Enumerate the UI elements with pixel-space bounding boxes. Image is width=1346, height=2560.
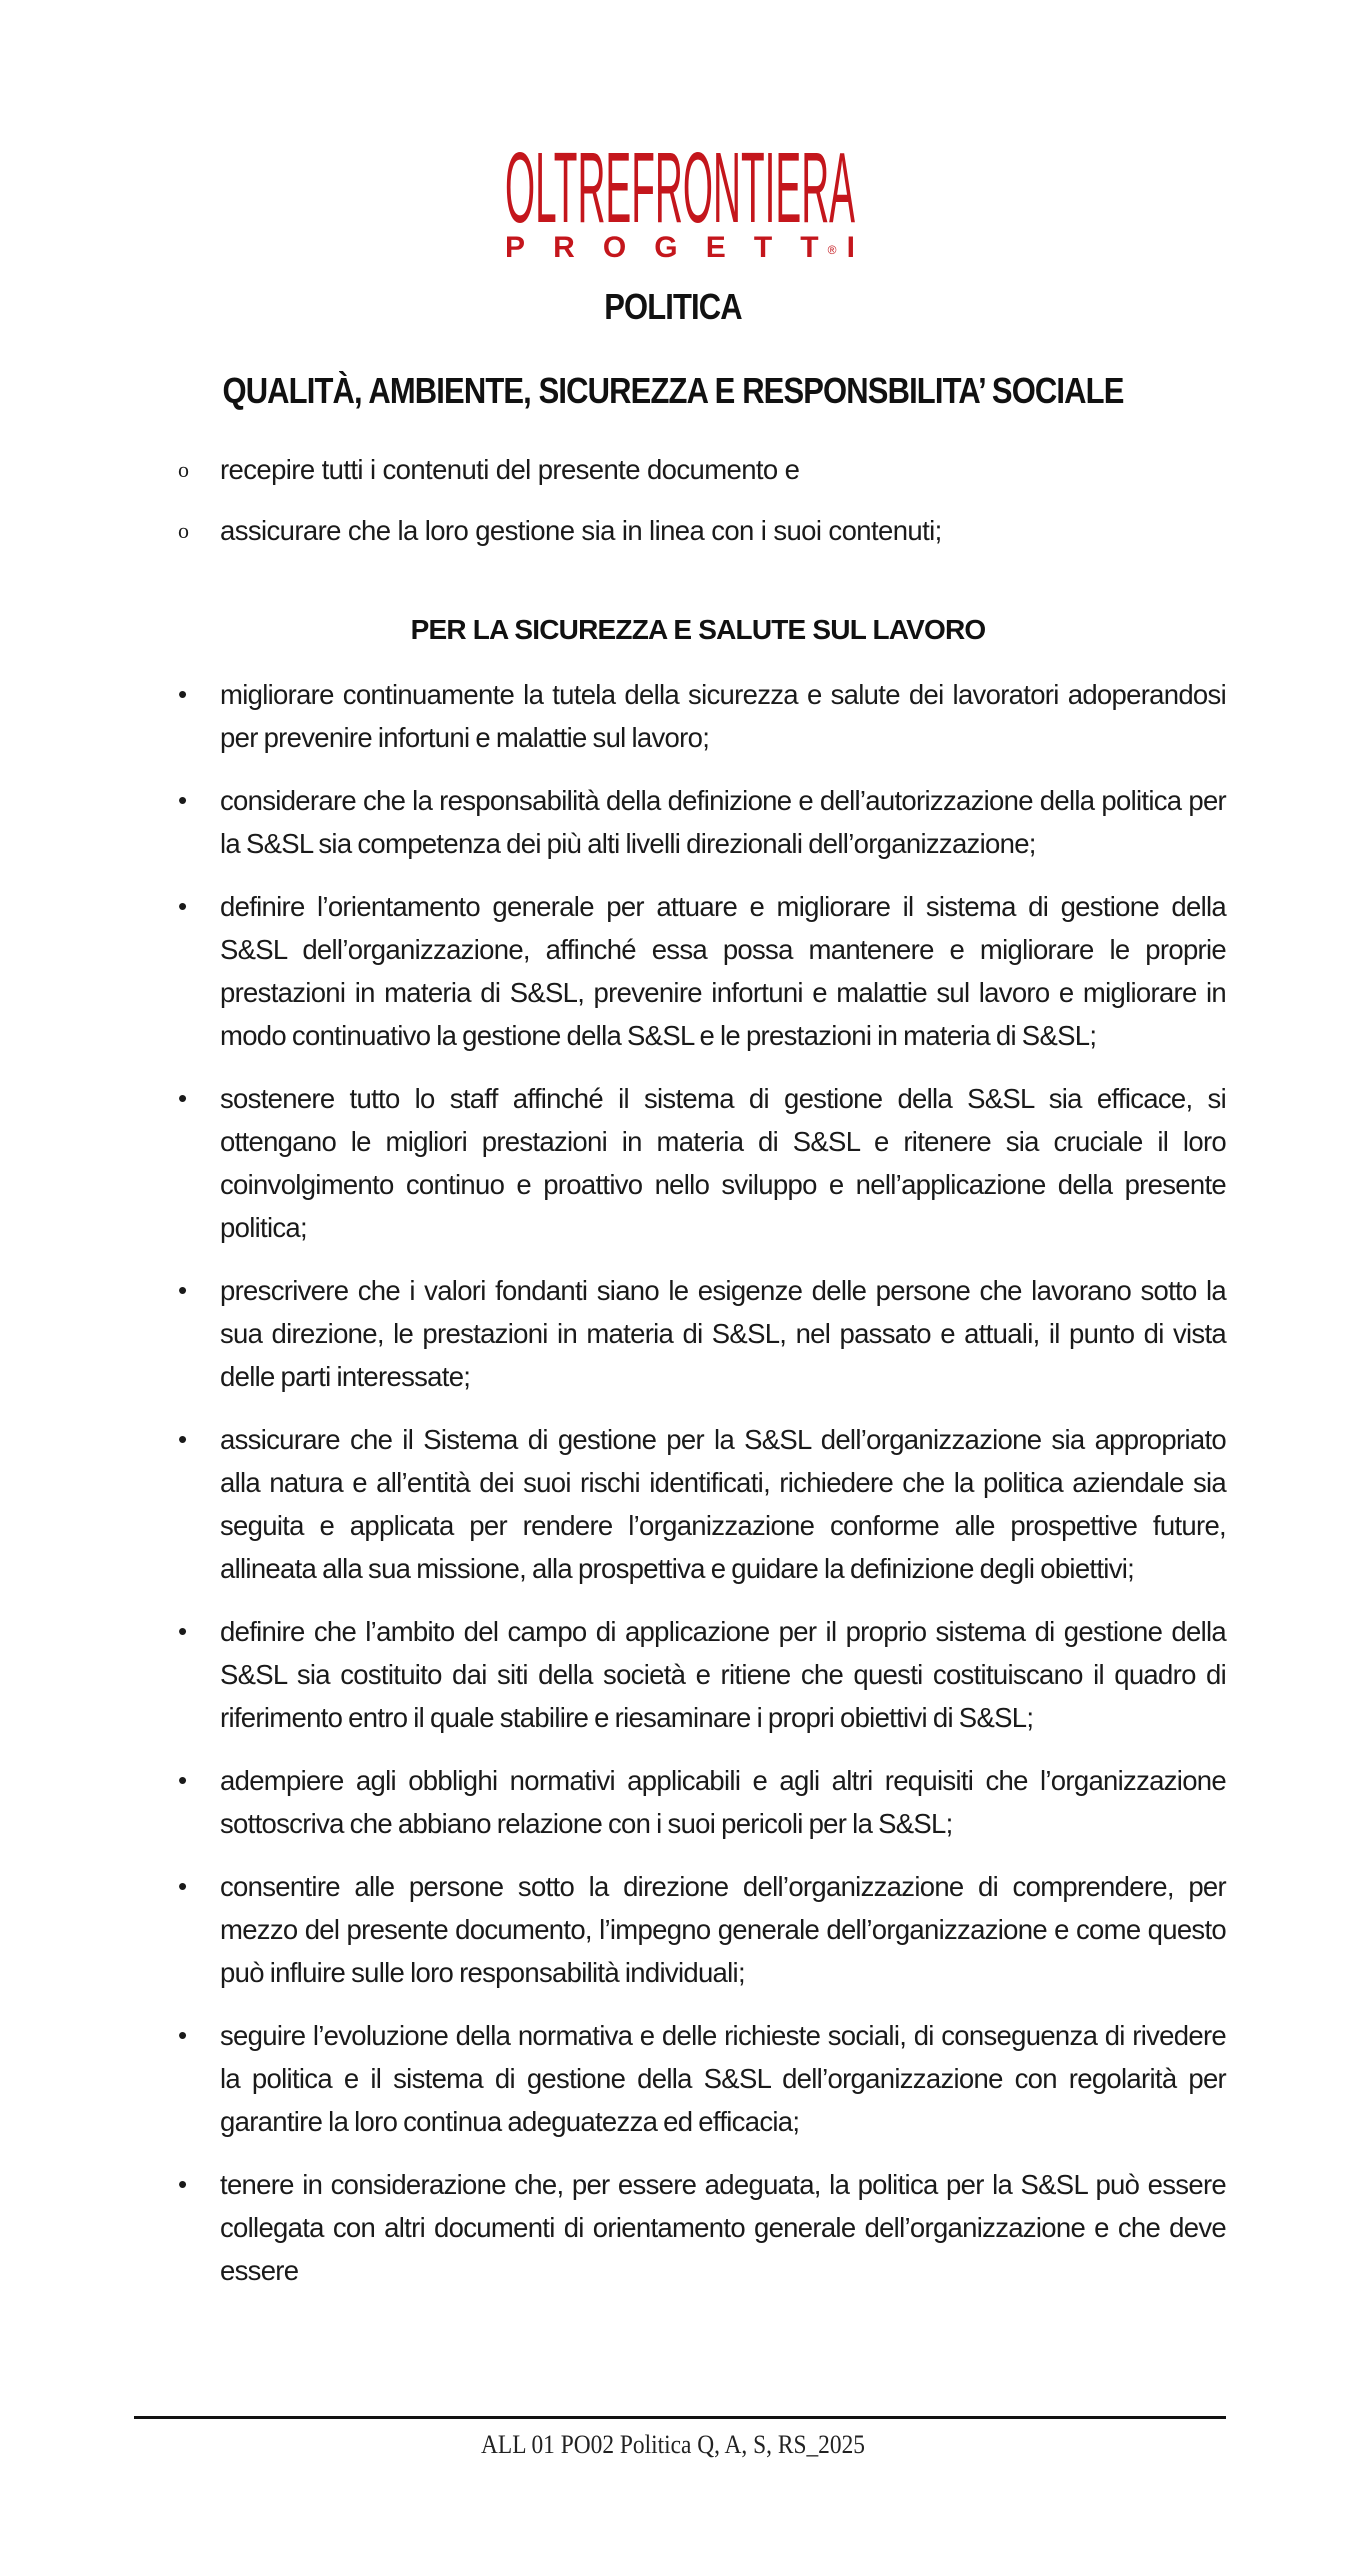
sub-list-item-text: assicurare che la loro gestione sia in linea con i suoi contenuti;: [220, 515, 942, 546]
sub-list-item: [170, 448, 1226, 491]
list-item-text: sostenere tutto lo staff affinché il sistema di gestione della S&SL sia efficace, si ottengano le migliori prestazioni in materia di S&SL e ritenere sia cruciale il loro coinvolgimento continuo e proattivo nello sviluppo e nell’applicazione della presente politica;: [220, 1083, 1226, 1243]
bullet-icon: •: [178, 679, 187, 709]
circle-bullet-icon: o: [178, 518, 189, 543]
list-item: [170, 1418, 1226, 1590]
list-item-text: migliorare continuamente la tutela della sicurezza e salute dei lavoratori adoperandosi per prevenire infortuni e malattie sul lavoro;: [220, 679, 1226, 753]
list-item-text: considerare che la responsabilità della definizione e dell’autorizzazione della politica per la S&SL sia competenza dei più alti livelli direzionali dell’organizzazione;: [220, 785, 1226, 859]
list-item: [170, 2163, 1226, 2292]
bullet-icon: •: [178, 1083, 187, 1113]
bullet-icon: •: [178, 1275, 187, 1305]
footer-document-code: ALL 01 PO02 Politica Q, A, S, RS_2025: [481, 2430, 865, 2459]
bullet-icon: •: [178, 2169, 187, 2199]
list-item-text: adempiere agli obblighi normativi applicabili e agli altri requisiti che l’organizzazione sottoscriva che abbiano relazione con i suoi pericoli per la S&SL;: [220, 1765, 1226, 1839]
list-item: [170, 2014, 1226, 2143]
list-item-text: consentire alle persone sotto la direzione dell’organizzazione di comprendere, per mezzo del presente documento, l’impegno generale dell’organizzazione e come questo può influire sulle loro responsabilità individuali;: [220, 1871, 1226, 1988]
bullet-icon: •: [178, 785, 187, 815]
logo-tagline-text: PROGETTI: [505, 231, 855, 260]
bullet-icon: •: [178, 1871, 187, 1901]
list-item: [170, 1759, 1226, 1845]
list-item-text: tenere in considerazione che, per essere adeguata, la politica per la S&SL può essere collegata con altri documenti di orientamento generale dell’organizzazione e che deve essere: [220, 2169, 1226, 2286]
bullet-list: [170, 673, 1226, 2292]
list-item-text: seguire l’evoluzione della normativa e delle richieste sociali, di conseguenza di rivedere la politica e il sistema di gestione della S&SL dell’organizzazione con regolarità per garantire la loro continua adeguatezza ed efficacia;: [220, 2020, 1226, 2137]
bullet-icon: •: [178, 2020, 187, 2050]
document-body: [170, 448, 1226, 2312]
logo-brand-text: OLTREFRONTIERA: [505, 132, 856, 244]
bullet-icon: •: [178, 1424, 187, 1454]
list-item-text: prescrivere che i valori fondanti siano le esigenze delle persone che lavorano sotto la sua direzione, le prestazioni in materia di S&SL, nel passato e attuali, il punto di vista delle parti interessate;: [220, 1275, 1226, 1392]
footer-divider: [134, 2416, 1226, 2419]
circle-bullet-icon: o: [178, 457, 189, 482]
list-item: [170, 1610, 1226, 1739]
list-item: [170, 885, 1226, 1057]
list-item: [170, 673, 1226, 759]
bullet-icon: •: [178, 891, 187, 921]
list-item: [170, 1865, 1226, 1994]
list-item-text: assicurare che il Sistema di gestione per la S&SL dell’organizzazione sia appropriato alla natura e all’entità dei suoi rischi identificati, richiedere che la politica aziendale sia seguita e applicata per rendere l’organizzazione conforme alle prospettive future, allineata alla sua missione, alla prospettiva e guidare la definizione degli obiettivi;: [220, 1424, 1226, 1584]
list-item: [170, 1269, 1226, 1398]
page-subtitle: QUALITÀ, AMBIENTE, SICUREZZA E RESPONSBILITA’ SOCIALE: [222, 370, 1124, 411]
company-logo: [500, 104, 860, 260]
list-item: [170, 779, 1226, 865]
section-heading: PER LA SICUREZZA E SALUTE SUL LAVORO: [410, 614, 986, 645]
sub-list-item-text: recepire tutti i contenuti del presente documento e: [220, 454, 800, 485]
list-item: [170, 1077, 1226, 1249]
bullet-icon: •: [178, 1616, 187, 1646]
logo-registered-mark: ®: [827, 243, 837, 257]
logo-graphic: [500, 104, 860, 260]
sub-list: [170, 448, 1226, 552]
bullet-icon: •: [178, 1765, 187, 1795]
sub-list-item: [170, 509, 1226, 552]
list-item-text: definire l’orientamento generale per attuare e migliorare il sistema di gestione della S&SL dell’organizzazione, affinché essa possa mantenere e migliorare le proprie prestazioni in materia di S&SL, prevenire infortuni e malattie sul lavoro e migliorare in modo continuativo la gestione della S&SL e le prestazioni in materia di S&SL;: [220, 891, 1226, 1051]
list-item-text: definire che l’ambito del campo di applicazione per il proprio sistema di gestione della S&SL sia costituito dai siti della società e ritiene che questi costituiscano il quadro di riferimento entro il quale stabilire e riesaminare i propri obiettivi di S&SL;: [220, 1616, 1226, 1733]
page-title: POLITICA: [604, 286, 742, 327]
